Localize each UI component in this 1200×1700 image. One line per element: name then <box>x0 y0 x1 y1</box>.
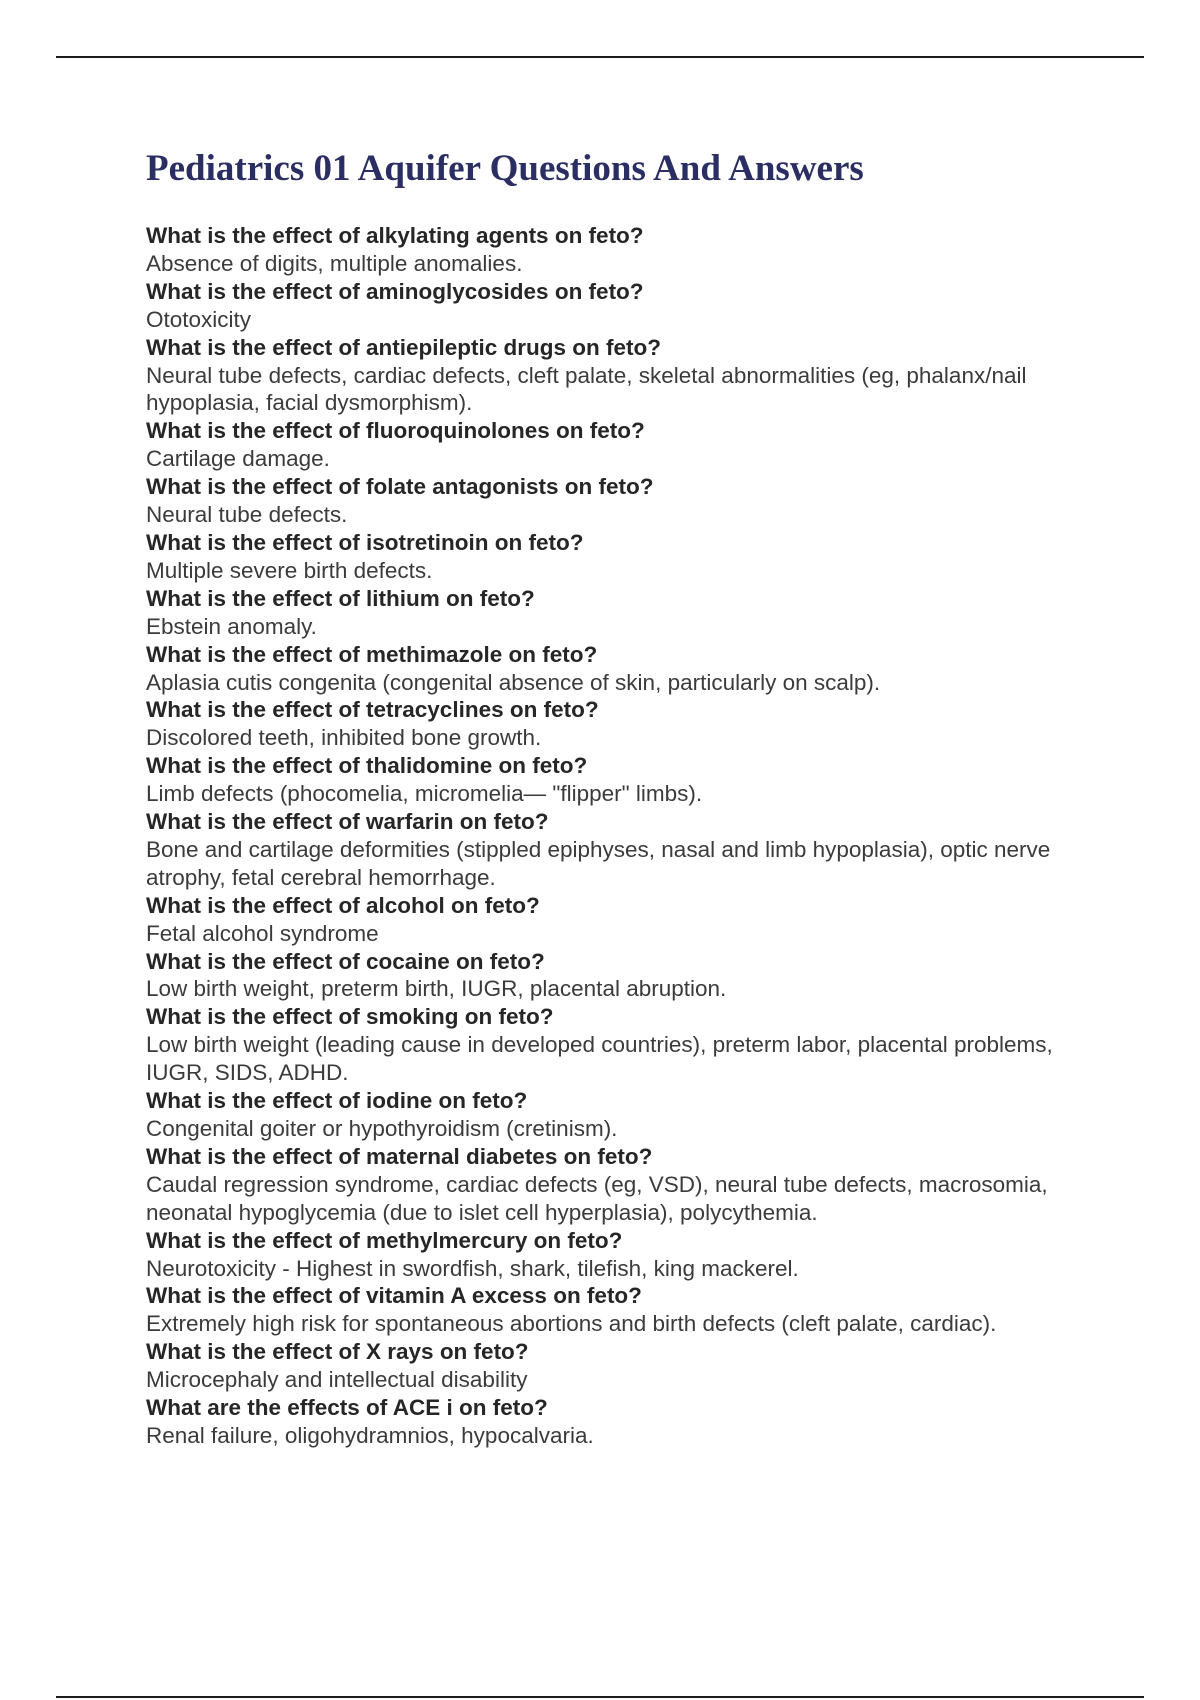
question-text: What is the effect of folate antagonists on feto? <box>146 474 654 500</box>
answer-text: Congenital goiter or hypothyroidism (cretinism). <box>146 1116 618 1141</box>
qa-item <box>146 278 1086 334</box>
question-text: What is the effect of fluoroquinolones on feto? <box>146 418 645 444</box>
answer-text: Extremely high risk for spontaneous abortions and birth defects (cleft palate, cardiac). <box>146 1311 997 1337</box>
qa-item <box>146 334 1086 418</box>
answer-text: Neural tube defects, cardiac defects, cleft palate, skeletal abnormalities (eg, phalanx/nail hypoplasia, facial dysmorphism). <box>146 362 1027 416</box>
qa-item <box>146 473 1086 529</box>
qa-item <box>146 1227 1086 1283</box>
question-text: What is the effect of alcohol on feto? <box>146 892 540 918</box>
qa-item <box>146 948 1086 1004</box>
answer-text: Fetal alcohol syndrome <box>146 920 379 946</box>
top-divider <box>56 56 1144 58</box>
question-text: What is the effect of warfarin on feto? <box>146 809 549 835</box>
answer-text: Cartilage damage. <box>146 446 330 472</box>
answer-text: Aplasia cutis congenita (congenital absence of skin, particularly on scalp). <box>146 669 881 695</box>
qa-item <box>146 752 1086 808</box>
question-text: What is the effect of methimazole on feto? <box>146 641 598 667</box>
question-text: What is the effect of lithium on feto? <box>146 585 535 611</box>
bottom-divider <box>56 1696 1144 1698</box>
document-body <box>146 140 1086 1450</box>
answer-text: Limb defects (phocomelia, micromelia— "flipper" limbs). <box>146 781 703 807</box>
answer-text: Multiple severe birth defects. <box>146 557 433 583</box>
qa-item <box>146 1143 1086 1227</box>
answer-text: Low birth weight (leading cause in developed countries), preterm labor, placental problems, IUGR, SIDS, ADHD. <box>146 1032 1053 1086</box>
answer-text: Absence of digits, multiple anomalies. <box>146 250 523 276</box>
question-text: What is the effect of tetracyclines on feto? <box>146 697 599 723</box>
answer-text: Neural tube defects. <box>146 502 348 528</box>
qa-item <box>146 585 1086 641</box>
answer-text: Discolored teeth, inhibited bone growth. <box>146 725 542 751</box>
qa-item <box>146 417 1086 473</box>
answer-text: Ebstein anomaly. <box>146 613 317 639</box>
qa-item <box>146 696 1086 752</box>
question-text: What is the effect of aminoglycosides on feto? <box>146 278 644 304</box>
answer-text: Caudal regression syndrome, cardiac defects (eg, VSD), neural tube defects, macrosomia, neonatal hypoglycemia (due to islet cell hyperplasia), polycythemia. <box>146 1171 1048 1225</box>
question-text: What are the effects of ACE i on feto? <box>146 1395 548 1421</box>
qa-item <box>146 1087 1086 1143</box>
page-title: Pediatrics 01 Aquifer Questions And Answers <box>146 148 864 189</box>
question-text: What is the effect of smoking on feto? <box>146 1004 554 1030</box>
question-text: What is the effect of cocaine on feto? <box>146 948 545 974</box>
answer-text: Bone and cartilage deformities (stippled epiphyses, nasal and limb hypoplasia), optic nerve atrophy, fetal cerebral hemorrhage. <box>146 836 1051 890</box>
question-text: What is the effect of antiepileptic drugs on feto? <box>146 334 662 360</box>
question-text: What is the effect of X rays on feto? <box>146 1339 529 1365</box>
qa-item <box>146 222 1086 278</box>
qa-item <box>146 1003 1086 1087</box>
question-text: What is the effect of methylmercury on feto? <box>146 1227 623 1253</box>
answer-text: Neurotoxicity - Highest in swordfish, shark, tilefish, king mackerel. <box>146 1255 799 1281</box>
qa-item <box>146 1394 1086 1450</box>
qa-item <box>146 641 1086 697</box>
qa-item <box>146 808 1086 892</box>
qa-item <box>146 892 1086 948</box>
answer-text: Low birth weight, preterm birth, IUGR, placental abruption. <box>146 976 727 1002</box>
question-text: What is the effect of alkylating agents on feto? <box>146 223 644 248</box>
question-text: What is the effect of isotretinoin on feto? <box>146 529 584 555</box>
question-text: What is the effect of thalidomine on feto? <box>146 753 588 779</box>
qa-item <box>146 529 1086 585</box>
answer-text: Ototoxicity <box>146 306 252 332</box>
qa-list <box>146 222 1086 1450</box>
question-text: What is the effect of maternal diabetes on feto? <box>146 1143 653 1169</box>
qa-item <box>146 1282 1086 1338</box>
question-text: What is the effect of vitamin A excess on feto? <box>146 1283 642 1309</box>
question-text: What is the effect of iodine on feto? <box>146 1088 528 1114</box>
answer-text: Renal failure, oligohydramnios, hypocalvaria. <box>146 1422 594 1448</box>
answer-text: Microcephaly and intellectual disability <box>146 1367 528 1393</box>
qa-item <box>146 1338 1086 1394</box>
